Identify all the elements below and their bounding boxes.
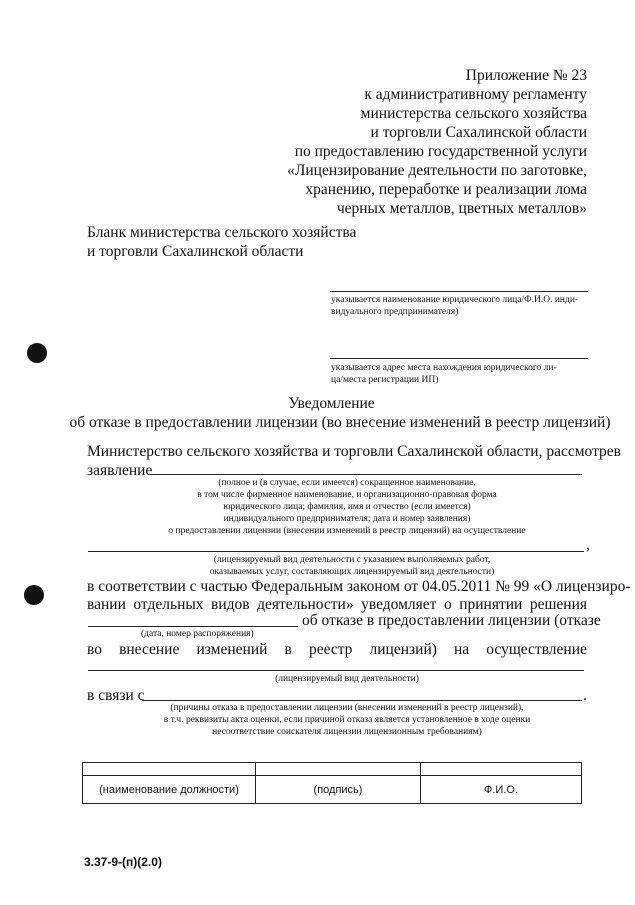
caption-line: индивидуального предпринимателя; дата и номер заявления): [223, 514, 471, 524]
order-caption: (дата, номер распоряжения): [141, 629, 254, 639]
line-4: [87, 640, 587, 659]
position-label: (наименование должности): [83, 776, 256, 804]
signature-label: (подпись): [256, 776, 421, 804]
application-label: заявление: [87, 462, 153, 479]
punch-hole-top: [27, 343, 47, 363]
word: видов: [211, 596, 250, 613]
word: решения: [529, 596, 587, 613]
caption-line: о предоставлении лицензии (внесении изменений в реестр лицензий) на осуществление: [168, 526, 526, 536]
position-field: [83, 763, 256, 776]
order-line: [88, 626, 298, 627]
word: уведомляет: [361, 596, 437, 613]
title-line-1: Уведомление: [288, 395, 375, 412]
word: осуществление: [486, 641, 587, 658]
reason-line: [142, 700, 582, 701]
word: изменений: [196, 641, 268, 658]
addressee-address-caption: [331, 362, 587, 386]
activity-caption: [87, 554, 587, 578]
word: реестр: [308, 641, 353, 658]
form-code: 3.37-9-(п)(2.0): [84, 855, 162, 869]
law-line-1: в соответствии с частью Федеральным законом от 04.05.2011 № 99 «О лицензиро-: [87, 578, 631, 595]
title-line-2: об отказе в предоставлении лицензии (во внесение изменений в реестр лицензий): [69, 414, 611, 431]
word: о: [443, 596, 452, 613]
appendix-header: [287, 66, 587, 218]
word: в: [284, 641, 292, 658]
caption-line: видуального предпринимателя): [331, 307, 459, 317]
name-field: [421, 763, 582, 776]
word: принятии: [459, 596, 523, 613]
caption-line: указывается адрес места нахождения юридического ли-: [331, 363, 557, 373]
signature-table: [82, 762, 582, 804]
caption-line: в том числе фирменное наименование, и организационно-правовая форма: [197, 490, 497, 500]
comma: ,: [586, 536, 590, 553]
notice-title: [0, 394, 635, 432]
header-line: и торговли Сахалинской области: [370, 124, 587, 141]
header-line: «Лицензирование деятельности по заготовке,: [287, 162, 587, 179]
word: внесение: [119, 641, 180, 658]
activity-line-2: [88, 670, 584, 671]
word: во: [87, 641, 102, 658]
addressee-name-caption: [331, 294, 587, 318]
word: вании: [87, 596, 126, 613]
word: отдельных: [133, 596, 204, 613]
punch-hole-bottom: [24, 585, 44, 605]
header-line: министерства сельского хозяйства: [360, 105, 587, 122]
addressee-address-line: [330, 358, 588, 359]
header-line: хранению, переработке и реализации лома: [305, 181, 587, 198]
header-line: к административному регламенту: [364, 86, 587, 103]
applicant-caption: [87, 477, 587, 537]
signature-field: [256, 763, 421, 776]
caption-line: в т.ч. реквизиты акта оценки, если причиной отказа является установленное в ходе оценки: [163, 715, 531, 725]
caption-line: указывается наименование юридического лица/Ф.И.О. инди-: [331, 295, 579, 305]
caption-line: несоответствие соискателя лицензии лицензионным требованиям): [212, 727, 482, 737]
reason-caption: [87, 702, 587, 738]
intro-text: Министерство сельского хозяйства и торговли Сахалинской области, рассмотрев: [87, 443, 621, 460]
caption-line: (причины отказа в предоставлении лицензии (внесении изменений в реестр лицензий),: [170, 703, 524, 713]
caption-line: юридического лица; фамилия, имя и отчество (если имеется): [223, 502, 471, 512]
header-line: по предоставлению государственной услуги: [294, 143, 587, 160]
name-label: Ф.И.О.: [421, 776, 582, 804]
application-line: [150, 474, 582, 475]
refusal-text: об отказе в предоставлении лицензии (отказе: [302, 612, 601, 629]
header-line: черных металлов, цветных металлов»: [336, 200, 587, 217]
caption-line: (лицензируемый вид деятельности с указанием выполняемых работ,: [213, 555, 491, 565]
blank-line: Бланк министерства сельского хозяйства: [87, 224, 357, 241]
period: .: [583, 687, 587, 704]
blank-line: и торговли Сахалинской области: [87, 243, 304, 260]
activity-line: [88, 551, 584, 552]
caption-line: ца/места регистрации ИП): [331, 375, 439, 385]
word: на: [454, 641, 470, 658]
addressee-name-line: [330, 291, 588, 292]
word: деятельности»: [257, 596, 354, 613]
word: лицензий): [369, 641, 437, 658]
header-line: Приложение № 23: [465, 67, 587, 84]
reason-label: в связи с: [87, 687, 145, 704]
ministry-blank: [87, 223, 356, 261]
caption-line: оказываемых услуг, составляющих лицензируемый вид деятельности): [209, 567, 495, 577]
caption-line: (полное и (в случае, если имеется) сокращенное наименование,: [218, 478, 476, 488]
activity-caption-2: (лицензируемый вид деятельности): [275, 674, 419, 684]
